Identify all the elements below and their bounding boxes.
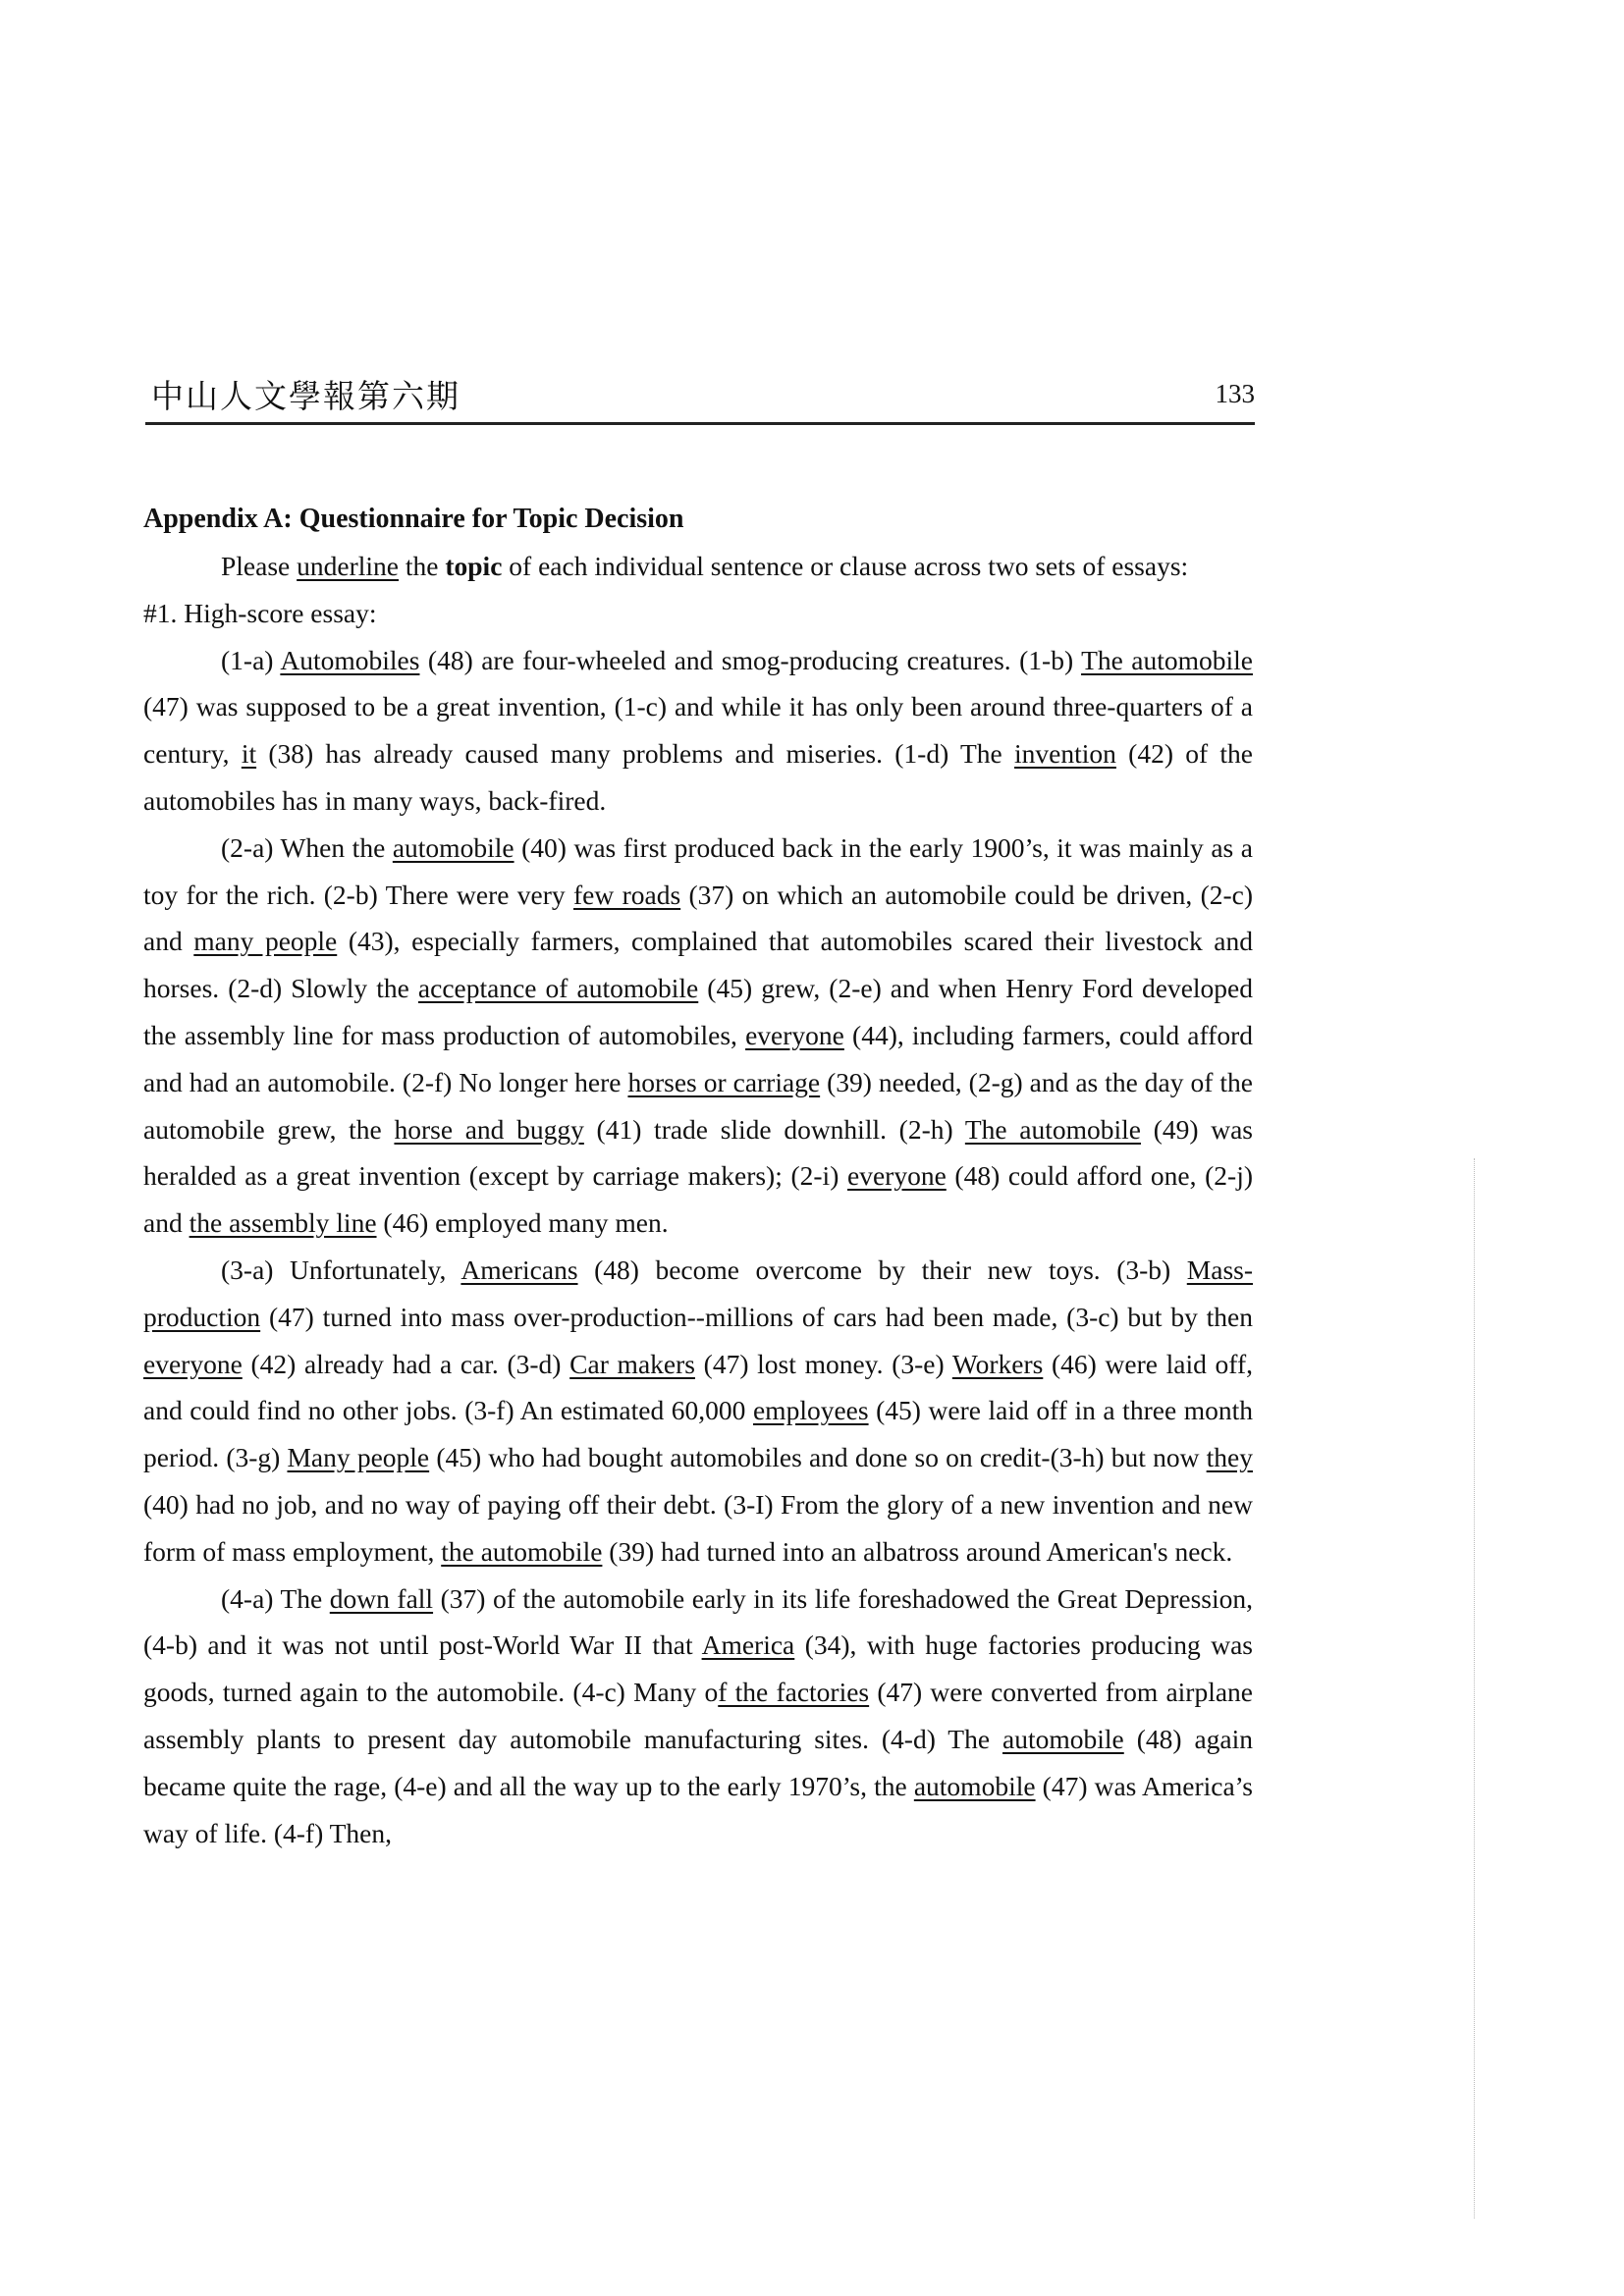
topic: the assembly line	[189, 1207, 377, 1239]
text: (37) on which an automobile could be driven, (2-c) and	[143, 879, 1253, 957]
topic: f the factories	[718, 1677, 870, 1708]
topic: the automobile	[441, 1535, 603, 1567]
text: (40) had no job, and no way of paying off their debt. (3-I) From the glory of a new invention and new form of mass employment,	[143, 1488, 1253, 1567]
paragraph-3	[143, 1247, 1253, 1575]
text: (45) were laid off in a three month period. (3-g)	[143, 1395, 1253, 1473]
topic: employees	[752, 1395, 869, 1426]
topic: The automobile	[964, 1113, 1142, 1145]
topic: everyone	[745, 1019, 844, 1050]
text: (45) grew, (2-e) and when Henry Ford developed the assembly line for mass production of automobiles,	[143, 973, 1254, 1050]
topic: few roads	[573, 879, 681, 910]
topic: acceptance of automobile	[417, 973, 699, 1004]
text: (47) were converted from airplane assembly plants to present day automobile manufacturing sites. (4-d) The	[143, 1677, 1254, 1754]
paragraph-1	[143, 637, 1253, 825]
instr-text: Please	[221, 551, 298, 581]
text: (48) again became quite the rage, (4-e) and all the way up to the early 1970’s, the	[143, 1723, 1253, 1801]
topic: Many people	[287, 1442, 430, 1473]
text: (38) has already caused many problems and miseries. (1-d) The	[256, 738, 1015, 770]
page-number: 133	[1215, 379, 1255, 408]
text: (43), especially farmers, complained that automobiles scared their livestock and horses. (2-d) Slowly the	[143, 926, 1253, 1004]
text: (47) lost money. (3-e)	[694, 1348, 952, 1379]
topic: horse and buggy	[394, 1113, 584, 1145]
text: (48) are four-wheeled and smog-producing creatures. (1-b)	[419, 644, 1082, 675]
text: (39) needed, (2-g) and as the day of the automobile grew, the	[143, 1066, 1253, 1145]
text: (44), including farmers, could afford and had an automobile. (2-f) No longer here	[143, 1019, 1253, 1097]
text: (45) who had bought automobiles and done so on credit-(3-h) but now	[429, 1442, 1207, 1473]
topic: invention	[1014, 738, 1116, 770]
text: (46) employed many men.	[376, 1207, 669, 1239]
topic: Car makers	[569, 1348, 695, 1379]
paragraph-4	[143, 1575, 1253, 1857]
essay-label: #1. High-score essay:	[143, 597, 377, 628]
text: (42) of the automobiles has in many ways, back-fired.	[143, 738, 1253, 816]
text: (4-a) The	[221, 1582, 330, 1614]
topic: they	[1206, 1442, 1253, 1473]
topic: Americans	[460, 1254, 578, 1285]
topic: many people	[193, 926, 338, 957]
instr-underline: underline	[297, 551, 399, 581]
topic: America	[701, 1629, 795, 1661]
journal-title: 中山人文學報第六期	[151, 377, 460, 415]
text: (48) become overcome by their new toys. (3-b)	[577, 1254, 1187, 1285]
text: (47) was supposed to be a great invention, (1-c) and while it has only been around three-quarters of a century,	[143, 691, 1253, 770]
text: (47) turned into mass over-production--millions of cars had been made, (3-c) but by then	[260, 1301, 1253, 1332]
topic: automobile	[913, 1770, 1036, 1801]
appendix-title: Appendix A: Questionnaire for Topic Decision	[143, 504, 684, 534]
topic: automobile	[1002, 1723, 1124, 1754]
text: (1-a)	[221, 644, 281, 675]
text: (40) was first produced back in the early 1900’s, it was mainly as a toy for the rich. (2-b) There were very	[143, 831, 1253, 910]
topic: automobile	[392, 831, 514, 863]
topic: Workers	[951, 1348, 1044, 1379]
topic: everyone	[143, 1348, 243, 1379]
text: (47) was America’s way of life. (4-f) Then,	[143, 1770, 1253, 1848]
instr-text: of each individual sentence or clause across two sets of essays:	[502, 551, 1189, 581]
text: (42) already had a car. (3-d)	[242, 1348, 570, 1379]
running-header	[145, 371, 1255, 425]
topic: Mass-production	[143, 1254, 1254, 1332]
text: (34), with huge factories producing was goods, turned again to the automobile. (4-c) Many o	[143, 1629, 1253, 1708]
instr-bold: topic	[445, 551, 503, 581]
paragraph-2	[143, 825, 1253, 1247]
topic: down fall	[329, 1582, 434, 1614]
scan-edge-mark	[1474, 1158, 1477, 2218]
topic: it	[241, 738, 257, 770]
topic: The automobile	[1081, 644, 1253, 675]
topic: everyone	[847, 1160, 947, 1192]
text: (3-a) Unfortunately,	[221, 1254, 461, 1285]
instr-text: the	[399, 551, 446, 581]
topic: horses or carriage	[627, 1066, 821, 1097]
text: (48) could afford one, (2-j) and	[143, 1160, 1253, 1239]
text: (46) were laid off, and could find no other jobs. (3-f) An estimated 60,000	[143, 1348, 1253, 1426]
text: (39) had turned into an albatross around American's neck.	[602, 1535, 1233, 1567]
text: (37) of the automobile early in its life foreshadowed the Great Depression, (4-b) and it was not until post-World War II that	[143, 1582, 1254, 1661]
text: (2-a) When the	[221, 831, 393, 863]
topic: Automobiles	[280, 644, 420, 675]
text: (49) was heralded as a great invention (except by carriage makers); (2-i)	[143, 1113, 1253, 1192]
instructions	[143, 543, 1253, 590]
text: (41) trade slide downhill. (2-h)	[583, 1113, 965, 1145]
body-text	[143, 496, 1253, 1856]
